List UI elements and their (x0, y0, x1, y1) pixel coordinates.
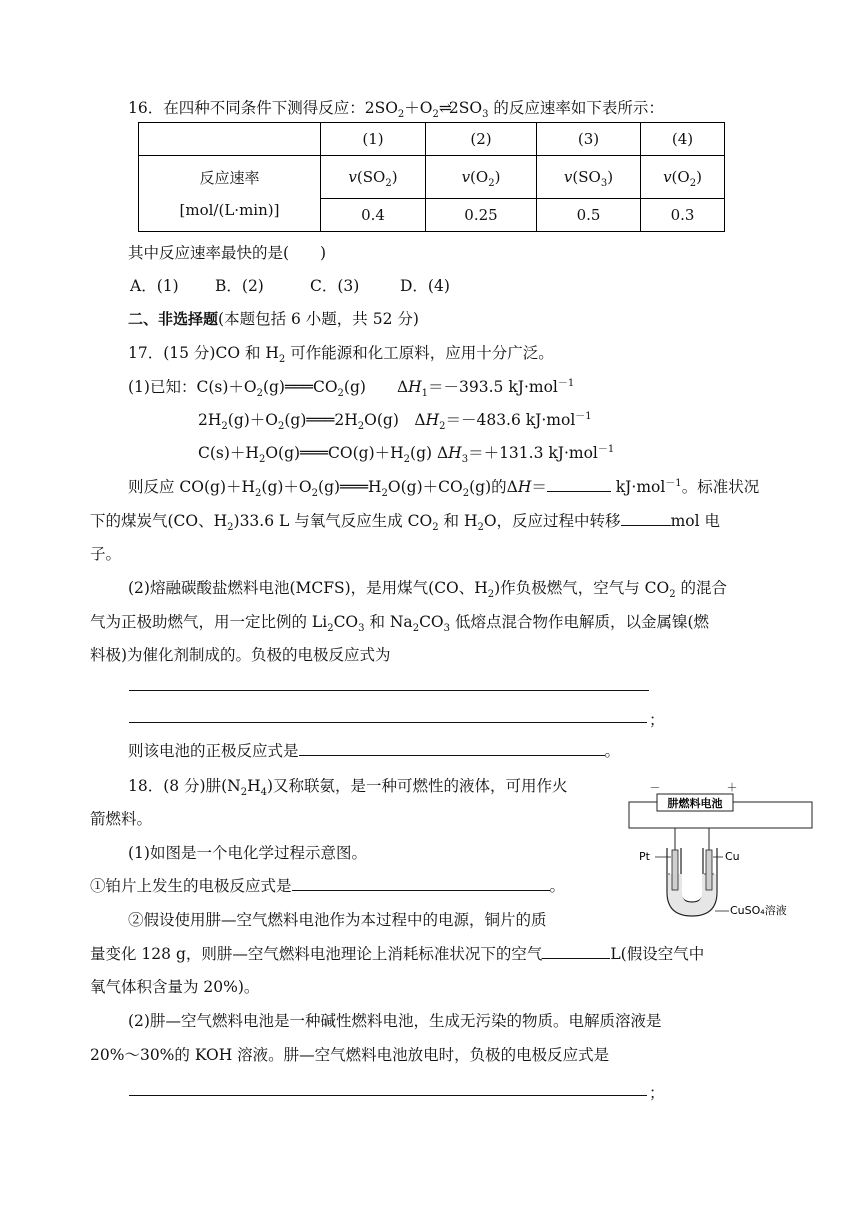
u-tube-inner (681, 848, 703, 902)
q17-p2-d (128, 739, 620, 761)
q17-p1-text-a: 则反应 $CO(g)+H_2(g)+O_2(g)═══H_2O(g)+CO_2(g)$的ΔH＝ (128, 478, 547, 500)
q18-stem-b: 箭燃料。 (90, 810, 153, 828)
table-header-2: (2) (426, 123, 537, 156)
q17-p2-a: (2)熔融碳酸盐燃料电池(MCFS)，是用煤气(CO、$H_2$)作负极燃气，空气与 $CO_2$ 的混合 (128, 579, 728, 601)
q16-option-c[interactable]: C．(3) (310, 277, 360, 295)
pt-electrode (672, 850, 678, 890)
semicolon-18: ； (649, 1084, 665, 1102)
q17-p2-b: 气为正极助燃气，用一定比例的 $Li_2CO_3$ 和 $Na_2CO_3$ 低熔点混合物作电解质，以金属镍(燃 (90, 613, 709, 635)
species-4: $v(O_2)$ (641, 156, 725, 199)
delta-h-blank[interactable] (547, 479, 611, 492)
q17-p1-question-2 (90, 509, 720, 534)
row-label-line2: [mol/(L·min)] (179, 200, 280, 219)
period-17: 。 (604, 742, 621, 760)
anode-answer-line-1[interactable] (129, 690, 649, 691)
q16-stem: 16．在四种不同条件下测得反应：$2SO_2+O_2\rightleftharpoons 2SO_3$ 的反应速率如下表所示： (128, 99, 664, 121)
cu-electrode (706, 850, 712, 890)
q17-p1-question (128, 475, 760, 500)
battery-label: 肼燃料电池 (667, 797, 723, 810)
anode-answer-line-2[interactable] (129, 722, 647, 723)
q16-option-d[interactable]: D．(4) (400, 277, 450, 295)
rate-table (138, 122, 725, 232)
q18-stem-a: 18．(8 分)肼$(N_2H_4)$又称联氨，是一种可燃性的液体，可用作火 (128, 777, 568, 799)
air-volume-unit: L(假设空气中 (610, 945, 705, 963)
value-4: 0.3 (641, 199, 725, 232)
q18-p1-i (90, 874, 565, 896)
table-header-4: (4) (641, 123, 725, 156)
species-3: $v(SO_3)$ (537, 156, 641, 199)
q17-p1-text-b: kJ·mol$^{-1}$。标准状况 (610, 477, 760, 496)
pt-label: Pt (639, 850, 650, 863)
value-3: 0.5 (537, 199, 641, 232)
q17-eq3: $C(s)+H_2O(g)═══CO(g)+H_2(g)$ $\Delta H_3=+131.3$ kJ·mol$^{-1}$ (198, 443, 615, 466)
q17-p1-text-d: mol 电 (670, 512, 720, 530)
cathode-label: 则该电池的正极反应式是 (128, 742, 299, 760)
q18-p1: (1)如图是一个电化学过程示意图。 (128, 844, 367, 862)
pt-reaction-label: ①铂片上发生的电极反应式是 (90, 877, 292, 895)
q18-p1-ii-d: 氧气体积含量为 20%)。 (90, 978, 260, 996)
electrolysis-diagram (625, 782, 835, 922)
electron-blank[interactable] (621, 513, 671, 526)
semicolon-17: ； (649, 711, 665, 729)
q17-eq2: $2H_2(g)+O_2(g)═══2H_2O(g)$ $\Delta H_2=-483.6$ kJ·mol$^{-1}$ (198, 410, 592, 433)
q16-question: 其中反应速率最快的是( ) (128, 244, 327, 262)
row-label (139, 156, 321, 232)
value-1: 0.4 (321, 199, 426, 232)
q18-p1-ii-b (90, 942, 704, 964)
species-1: $v(SO_2)$ (321, 156, 426, 199)
air-volume-blank[interactable] (542, 946, 610, 959)
table-header-3: (3) (537, 123, 641, 156)
species-2: $v(O_2)$ (426, 156, 537, 199)
q18-p1-ii-a: ②假设使用肼—空气燃料电池作为本过程中的电源，铜片的质 (128, 911, 547, 929)
plus-sign: ＋ (726, 782, 738, 794)
section-heading (128, 307, 419, 329)
table-header-empty (139, 123, 321, 156)
section-note: (本题包括 6 小题，共 52 分) (218, 310, 419, 328)
cu-label: Cu (725, 850, 740, 863)
row-label-line1: 反应速率 (199, 168, 260, 187)
air-volume-label: 量变化 128 g，则肼—空气燃料电池理论上消耗标准状况下的空气 (90, 945, 543, 963)
q17-p1-text-e: 子。 (90, 545, 122, 563)
hydrazine-anode-answer-line[interactable] (129, 1095, 647, 1096)
q16-option-a[interactable]: A．(1) (130, 277, 179, 295)
q18-p2-a: (2)肼—空气燃料电池是一种碱性燃料电池，生成无污染的物质。电解质溶液是 (128, 1012, 662, 1030)
value-2: 0.25 (426, 199, 537, 232)
section-title: 二、非选择题 (128, 310, 219, 328)
table-header-1: (1) (321, 123, 426, 156)
solution-label: CuSO₄溶液 (730, 904, 787, 917)
q16-option-b[interactable]: B．(2) (215, 277, 264, 295)
period-18: 。 (549, 877, 566, 895)
q17-p1-text-c: 下的煤炭气(CO、$H_2)33.6$ L 与氧气反应生成 $CO_2$ 和 $H_2O$，反应过程中转移 (90, 512, 621, 534)
pt-reaction-blank[interactable] (292, 878, 550, 891)
q17-eq1: (1)已知：$C(s)+O_2(g)═══CO_2(g)$ $\Delta H_1=-393.5$ kJ·mol$^{-1}$ (128, 377, 575, 400)
q17-p2-c: 料极)为催化剂制成的。负极的电极反应式为 (90, 646, 391, 664)
q17-stem: 17．(15 分)CO 和 $H_2$ 可作能源和化工原料，应用十分广泛。 (128, 344, 554, 366)
cathode-blank[interactable] (299, 743, 605, 756)
minus-sign: － (649, 782, 661, 794)
q18-p2-b: 20%～30%的 KOH 溶液。肼—空气燃料电池放电时，负极的电极反应式是 (90, 1046, 610, 1064)
